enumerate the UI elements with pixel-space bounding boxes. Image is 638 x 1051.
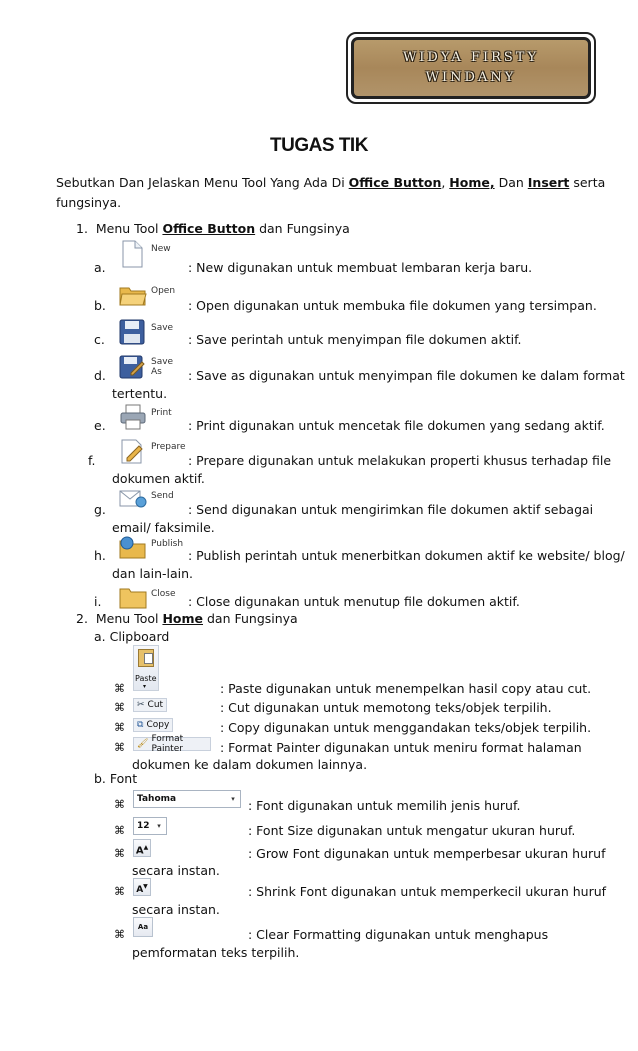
section-1-prefix: Menu Tool (95, 221, 163, 236)
paintbrush-icon: 🖌 (137, 739, 149, 749)
prepare-icon (119, 438, 147, 466)
question-office-button: Office Button (348, 175, 442, 190)
office-menu-label: Publish (151, 539, 184, 549)
item-description: : Publish perintah untuk menerbitkan dokumen aktif ke website/ blog/ (188, 548, 625, 563)
cut-button[interactable] (133, 698, 167, 712)
font-size-combo[interactable] (133, 817, 167, 835)
section-2-number: 2. (76, 611, 88, 626)
office-menu-label: Open (151, 286, 176, 296)
section-2-suffix: dan Fungsinya (203, 611, 298, 626)
section-1-heading (76, 221, 350, 236)
paste-description: : Paste digunakan untuk menempelkan hasil copy atau cut. (220, 681, 592, 696)
bullet-icon: ⌘ (114, 721, 125, 734)
office-menu-send-button[interactable] (117, 485, 181, 521)
bullet-icon: ⌘ (114, 847, 125, 860)
item-letter: h. (94, 548, 106, 563)
copy-icon: ⧉ (137, 720, 144, 730)
question-comma: , (441, 175, 450, 190)
dropdown-arrow-icon: ▾ (143, 683, 147, 690)
office-menu-open-button[interactable] (117, 280, 181, 316)
format-painter-button[interactable] (133, 734, 211, 754)
printer-icon (119, 404, 147, 432)
item-description-cont: email/ faksimile. (112, 520, 215, 535)
office-menu-print-button[interactable] (117, 402, 181, 438)
copy-description: : Copy digunakan untuk menggandakan teks/objek terpilih. (220, 720, 592, 735)
office-menu-new-button[interactable] (117, 238, 181, 274)
item-description: : Print digunakan untuk mencetak file dokumen yang sedang aktif. (188, 418, 605, 433)
font-name-combo[interactable] (133, 790, 241, 808)
name-plate-inner (351, 37, 591, 99)
shrink-font-icon: A (136, 885, 144, 895)
clear-formatting-button[interactable] (133, 917, 153, 937)
name-line-1: WIDYA FIRSTY (402, 50, 540, 65)
chevron-down-icon: ▾ (231, 795, 235, 803)
chevron-down-icon: ▾ (157, 822, 161, 830)
office-menu-prepare-button[interactable] (117, 436, 186, 472)
grow-font-description-cont: secara instan. (132, 863, 220, 878)
bullet-icon: ⌘ (114, 928, 125, 941)
shrink-font-button[interactable]: A▼ (133, 878, 151, 896)
item-letter: e. (94, 418, 106, 433)
item-description: : Send digunakan untuk mengirimkan file dokumen aktif sebagai (188, 502, 594, 517)
format-painter-description-cont: dokumen ke dalam dokumen lainnya. (132, 757, 368, 772)
office-menu-label: Save (151, 323, 174, 333)
paste-button[interactable] (133, 645, 159, 691)
shrink-font-description-cont: secara instan. (132, 902, 220, 917)
bullet-icon: ⌘ (114, 885, 125, 898)
clipboard-icon (138, 649, 154, 667)
bullet-icon: ⌘ (114, 701, 125, 714)
publish-icon (119, 535, 147, 563)
section-2-heading (76, 611, 298, 626)
item-letter: c. (94, 332, 105, 347)
item-description: : Save as digunakan untuk menyimpan file dokumen ke dalam format (188, 368, 625, 383)
bullet-icon: ⌘ (114, 798, 125, 811)
item-description-cont: tertentu. (112, 386, 168, 401)
new-document-icon (119, 240, 147, 268)
paste-label: Paste (135, 674, 157, 683)
clear-formatting-description-cont: pemformatan teks terpilih. (132, 945, 300, 960)
office-menu-label: New (151, 244, 171, 254)
close-folder-icon (119, 585, 147, 613)
cut-label: Cut (147, 700, 164, 710)
item-letter: i. (94, 594, 102, 609)
format-painter-label: Format Painter (151, 734, 184, 754)
question-home: Home, (449, 175, 495, 190)
item-letter: f. (88, 453, 96, 468)
item-description-cont: dokumen aktif. (112, 471, 205, 486)
grow-font-description: : Grow Font digunakan untuk memperbesar ukuran huruf (248, 846, 606, 861)
item-description: : Open digunakan untuk membuka file dokumen yang tersimpan. (188, 298, 597, 313)
name-plate (346, 32, 596, 104)
open-folder-icon (119, 282, 147, 310)
item-description: : Close digunakan untuk menutup file dokumen aktif. (188, 594, 520, 609)
bullet-icon: ⌘ (114, 682, 125, 695)
scissors-icon: ✂ (137, 700, 145, 710)
cut-description: : Cut digunakan untuk memotong teks/objek terpilih. (220, 700, 552, 715)
section-1-name: Office Button (162, 221, 256, 236)
section-1-suffix: dan Fungsinya (255, 221, 350, 236)
clear-formatting-icon: Aa (137, 923, 149, 931)
section-2-name: Home (162, 611, 203, 626)
font-size-description: : Font Size digunakan untuk mengatur ukuran huruf. (248, 823, 576, 838)
clear-formatting-description: : Clear Formatting digunakan untuk menghapus (248, 927, 549, 942)
office-menu-label: Print (151, 408, 172, 418)
format-painter-description: : Format Painter digunakan untuk meniru format halaman (220, 740, 582, 755)
office-menu-label: Save As (151, 357, 174, 377)
question-insert: Insert (527, 175, 570, 190)
name-line-2: WINDANY (425, 70, 517, 85)
office-menu-save-button[interactable] (117, 317, 181, 353)
office-menu-publish-button[interactable] (117, 533, 184, 569)
office-menu-label: Prepare (151, 442, 186, 452)
item-letter: b. (94, 298, 106, 313)
font-name-value: Tahoma (137, 794, 177, 804)
clipboard-heading: a. Clipboard (94, 629, 170, 644)
font-heading: b. Font (94, 771, 138, 786)
bullet-icon: ⌘ (114, 824, 125, 837)
copy-label: Copy (146, 720, 170, 730)
item-letter: g. (94, 502, 106, 517)
item-description-cont: dan lain-lain. (112, 566, 194, 581)
question-line-2: fungsinya. (56, 195, 122, 210)
send-icon (119, 487, 147, 515)
font-size-value: 12 (137, 821, 150, 831)
save-as-icon (119, 353, 147, 381)
item-letter: d. (94, 368, 106, 383)
save-disk-icon (119, 319, 147, 347)
office-menu-save-as-button[interactable] (117, 351, 181, 387)
item-description: : New digunakan untuk membuat lembaran kerja baru. (188, 260, 533, 275)
grow-font-button[interactable]: A▲ (133, 839, 151, 857)
question-line-1 (56, 175, 605, 190)
question-text: Sebutkan Dan Jelaskan Menu Tool Yang Ada Di (56, 175, 349, 190)
shrink-font-description: : Shrink Font digunakan untuk memperkecil ukuran huruf (248, 884, 607, 899)
grow-font-icon: A (135, 845, 144, 857)
office-menu-label: Close (151, 589, 176, 599)
item-description: : Prepare digunakan untuk melakukan properti khusus terhadap file (188, 453, 612, 468)
section-1-number: 1. (76, 221, 88, 236)
copy-button[interactable] (133, 718, 173, 732)
page-title: TUGAS TIK (270, 135, 368, 156)
item-letter: a. (94, 260, 106, 275)
question-dan: Dan (494, 175, 528, 190)
bullet-icon: ⌘ (114, 741, 125, 754)
item-description: : Save perintah untuk menyimpan file dokumen aktif. (188, 332, 522, 347)
font-description: : Font digunakan untuk memilih jenis huruf. (248, 798, 521, 813)
office-menu-label: Send (151, 491, 174, 501)
section-2-prefix: Menu Tool (95, 611, 163, 626)
question-serta: serta (569, 175, 606, 190)
